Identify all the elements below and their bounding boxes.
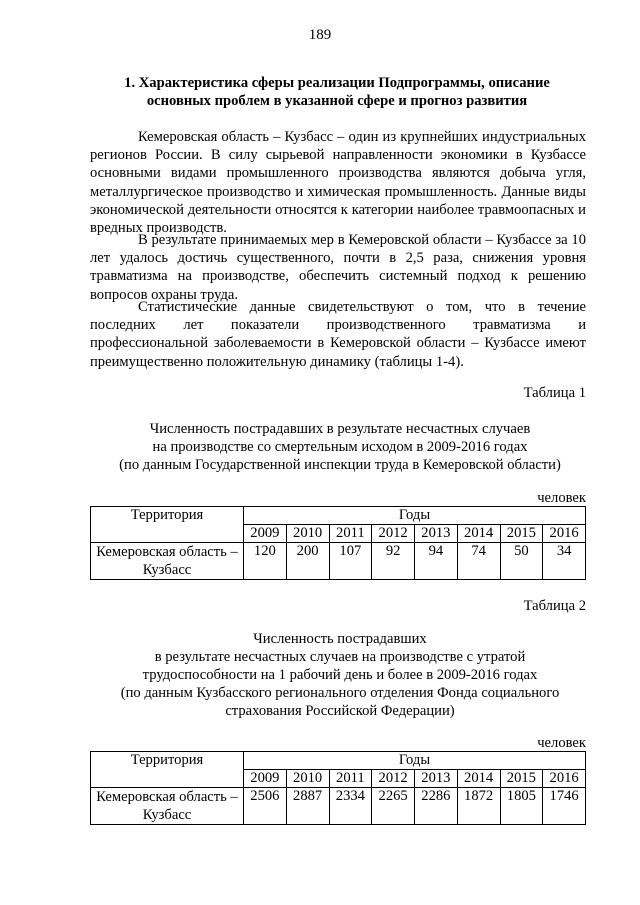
year-cell: 2016 — [543, 525, 586, 543]
table-caption-line: трудоспособности на 1 рабочий день и более в 2009-2016 годах — [142, 667, 538, 683]
table-header-row — [91, 507, 586, 525]
section-heading — [85, 74, 589, 110]
table-row — [91, 788, 586, 825]
section-heading-line: основных проблем в указанной сфере и прогноз развития — [146, 93, 528, 109]
year-cell: 2009 — [244, 770, 287, 788]
table-caption-line: (по данным Государственной инспекции труда в Кемеровской области) — [119, 457, 561, 473]
table-caption-line: страхования Российской Федерации) — [225, 703, 455, 719]
value-cell: 2334 — [329, 788, 372, 825]
value-cell: 92 — [372, 543, 415, 580]
year-cell: 2013 — [415, 525, 458, 543]
value-cell: 94 — [415, 543, 458, 580]
paragraph: Кемеровская область – Кузбасс – один из крупнейших индустриальных регионов России. В силу сырьевой направленности экономики в Кузбассе основными видами промышленного производства являются добыча угля, металлургическое производство и химическая промышленность. Данные виды экономической деятельности относятся к категории наиболее травмоопасных и вредных производств. — [90, 129, 586, 237]
territory-header: Территория — [91, 507, 244, 543]
table-caption-line: Численность пострадавших в результате несчастных случаев — [149, 421, 531, 437]
year-cell: 2012 — [372, 525, 415, 543]
year-cell: 2016 — [543, 770, 586, 788]
paragraph: В результате принимаемых мер в Кемеровской области – Кузбассе за 10 лет удалось достичь существенного, почти в 2,5 раза, снижения уровня травматизма на производстве, обеспечить системный подход к решению вопросов охраны труда. — [90, 232, 586, 303]
paragraph: Статистические данные свидетельствуют о том, что в течение последних лет показатели производственного травматизма и профессиональной заболеваемости в Кемеровской области – Кузбассе имеют преимущественно положительную динамику (таблицы 1-4). — [90, 299, 586, 370]
year-cell: 2015 — [500, 525, 543, 543]
table-header-row — [91, 752, 586, 770]
value-cell: 2286 — [415, 788, 458, 825]
years-header: Годы — [244, 752, 586, 770]
territory-cell — [91, 788, 244, 825]
year-cell: 2014 — [457, 525, 500, 543]
table-caption-line: в результате несчастных случаев на производстве с утратой — [154, 649, 526, 665]
table-label: Таблица 1 — [523, 385, 586, 401]
table-unit: человек — [537, 735, 586, 751]
year-cell: 2011 — [329, 770, 372, 788]
value-cell: 1872 — [457, 788, 500, 825]
year-cell: 2012 — [372, 770, 415, 788]
table-caption — [80, 630, 600, 720]
value-cell: 200 — [286, 543, 329, 580]
territory-header: Территория — [91, 752, 244, 788]
territory-line: Кузбасс — [142, 562, 192, 578]
table-caption-line: Численность пострадавших — [253, 631, 427, 647]
value-cell: 107 — [329, 543, 372, 580]
year-cell: 2011 — [329, 525, 372, 543]
year-cell: 2010 — [286, 770, 329, 788]
table-row — [91, 543, 586, 580]
value-cell: 50 — [500, 543, 543, 580]
year-cell: 2010 — [286, 525, 329, 543]
page-number: 189 — [308, 27, 332, 43]
year-cell: 2009 — [244, 525, 287, 543]
table-caption-line: на производстве со смертельным исходом в 2009-2016 годах — [152, 439, 528, 455]
year-cell: 2014 — [457, 770, 500, 788]
year-cell: 2013 — [415, 770, 458, 788]
table-label: Таблица 2 — [523, 598, 586, 614]
value-cell: 1746 — [543, 788, 586, 825]
territory-line: Кемеровская область – — [96, 789, 238, 805]
value-cell: 1805 — [500, 788, 543, 825]
territory-line: Кемеровская область – — [96, 544, 238, 560]
years-header: Годы — [244, 507, 586, 525]
territory-cell — [91, 543, 244, 580]
table-unit: человек — [537, 490, 586, 506]
value-cell: 2506 — [244, 788, 287, 825]
value-cell: 74 — [457, 543, 500, 580]
data-table — [90, 506, 586, 580]
data-table — [90, 751, 586, 825]
value-cell: 2887 — [286, 788, 329, 825]
value-cell: 2265 — [372, 788, 415, 825]
table-caption-line: (по данным Кузбасского регионального отделения Фонда социального — [120, 685, 560, 701]
territory-line: Кузбасс — [142, 807, 192, 823]
value-cell: 34 — [543, 543, 586, 580]
value-cell: 120 — [244, 543, 287, 580]
table-caption — [80, 420, 600, 474]
year-cell: 2015 — [500, 770, 543, 788]
section-heading-line: 1. Характеристика сферы реализации Подпрограммы, описание — [124, 75, 550, 91]
